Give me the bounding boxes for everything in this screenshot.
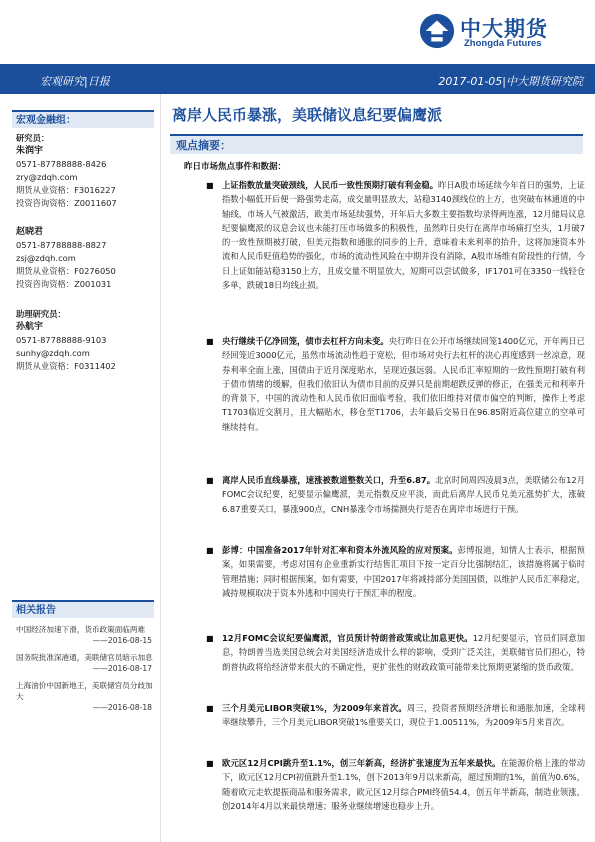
researcher-label: 研究员： xyxy=(16,133,50,143)
related-report-date: ——2016-08-18 xyxy=(92,703,152,712)
analyst-name: 朱润宇 xyxy=(16,146,44,156)
related-reports-list xyxy=(16,624,156,719)
report-category: 宏观研究|日报 xyxy=(40,75,110,88)
market-focus-subhead: 昨日市场焦点事件和数据： xyxy=(184,162,287,172)
paragraph-body: 彭博报道，知情人士表示，根据预案，如果需要，考虑对国有企业重新实行结售汇项目下按一定百分比强制结汇，该措施将属于临时管理措施；同时根据预案，如有需要，中国2017年将减持部分美国国债，以维护人民币汇率稳定，减持规模取决于资本外逃和中国央行干预汇率的程度。 xyxy=(222,545,585,598)
analyst-license: 期货从业资格：F3016227 xyxy=(16,185,116,195)
assistant-label: 助理研究员： xyxy=(16,309,66,319)
sidebar-section-title: 宏观金融组： xyxy=(12,110,154,128)
related-report-item[interactable] xyxy=(16,624,156,646)
bullet-icon: ■ xyxy=(206,759,214,768)
report-title: 离岸人民币暴涨，美联储议息纪要偏鹰派 xyxy=(172,106,443,124)
logo-chinese-name: 中大期货 xyxy=(460,17,548,41)
paragraph-1 xyxy=(222,178,585,292)
paragraph-body: 12月纪要显示，官员们同意加息，特朗普当选美国总统会对美国经济造成什么样的影响，受到广泛关注，美联储官员们担心，特朗普执政将给经济带来很大的不确定性，更扩张性的财政政策可能带来比预期更紧缩的货币政策。 xyxy=(222,633,585,672)
column-divider xyxy=(160,94,161,842)
paragraph-5 xyxy=(222,631,585,674)
paragraph-body: 北京时间周四凌晨3点，美联储公布12月FOMC会议纪要，纪要显示偏鹰派，美元指数反应平淡，而此后离岸人民币兑美元涨势扩大，涨破6.87重要关口，暴涨900点，CNH暴涨令市场揣测央行是否在离岸市场进行干预。 xyxy=(222,475,585,514)
paragraph-lead: 离岸人民币直线暴涨，速涨被数道整数关口，升至6.87。 xyxy=(222,475,436,485)
paragraph-3 xyxy=(222,473,585,516)
assistant-phone: 0571-87788888-9103 xyxy=(16,335,107,345)
bullet-icon: ■ xyxy=(206,476,214,485)
bullet-icon: ■ xyxy=(206,704,214,713)
paragraph-body: 央行昨日在公开市场继续回笼1400亿元，开年两日已经回笼近3000亿元，虽然市场流动性趋于宽松，但市场对央行去杠杆的决心再度感到一丝凉意，现券利率全面上涨，国债由于近月深度贴水，呈现近强远弱。人民币汇率短期的一致性预期打破有利于债市情绪的缓解，但我们依旧认为债市目前的反弹只是前期超跌反弹的修正，在强美元和利率升的背景下，中国的流动性和人民币依旧面临考验，我们依旧维持对债市偏空的判断，操作上考虑T1703临近交割月，且大幅贴水，移仓至T1706，去年最后交易日在96.85附近高位建立的空单可继续持有。 xyxy=(222,336,585,432)
related-report-date: ——2016-08-17 xyxy=(92,664,152,673)
paragraph-body: 在能源价格上涨的带动下，欧元区12月CPI初值跳升至1.1%，创下2013年9月以来新高，超过预期的1%，前值为0.6%，随着欧元走软提振商品和服务需求，欧元区12月综合PMI终值54.4，创五年半新高，制造业领涨，创2014年4月以来最快增速；服务业继续增速也稳步上升。 xyxy=(222,758,585,811)
analyst-phone: 0571-87788888-8426 xyxy=(16,159,107,169)
analyst-email[interactable]: zsj@zdqh.com xyxy=(16,253,76,263)
paragraph-lead: 央行继续千亿净回笼，债市去杠杆方向未变。 xyxy=(222,336,389,346)
paragraph-lead: 12月FOMC会议纪要偏鹰派，官员预计特朗普政策或让加息更快。 xyxy=(222,633,473,643)
related-report-date: ——2016-08-15 xyxy=(92,636,152,645)
paragraph-lead: 三个月美元LIBOR突破1%，为2009年来首次。 xyxy=(222,703,407,713)
analyst-email[interactable]: zry@zdqh.com xyxy=(16,172,78,182)
related-report-title[interactable]: 中国经济加速下滑，货币政策面临两难 xyxy=(16,625,146,634)
assistant-card xyxy=(16,308,156,373)
bullet-icon: ■ xyxy=(206,546,214,555)
paragraph-body: 周三，投资者预期经济增长和通胀加速，全球利率继续攀升，三个月美元LIBOR突破1%重要关口，现位于1.00511%，为2009年5月来首次。 xyxy=(222,703,585,728)
related-report-title[interactable]: 国务院批准深港通，美联储官员暗示加息 xyxy=(16,653,153,662)
assistant-email[interactable]: sunhy@zdqh.com xyxy=(16,348,90,358)
report-date-institute: 2017-01-05|中大期货研究院 xyxy=(438,75,583,88)
assistant-license: 期货从业资格：F0311402 xyxy=(16,361,116,371)
related-reports-title: 相关报告 xyxy=(12,600,154,618)
paragraph-lead: 彭博：中国准备2017年针对汇率和资本外流风险的应对预案。 xyxy=(222,545,458,555)
related-report-title[interactable]: 上海油价中国新地王，美联储官员分歧加大 xyxy=(16,681,153,701)
assistant-name: 孙航宇 xyxy=(16,322,44,332)
view-summary-label: 观点摘要： xyxy=(176,139,231,152)
bullet-icon: ■ xyxy=(206,181,214,190)
bullet-icon: ■ xyxy=(206,634,214,643)
related-report-item[interactable] xyxy=(16,652,156,674)
logo-english-name: Zhongda Futures xyxy=(464,38,542,49)
analyst-license: 投资咨询资格：Z0011607 xyxy=(16,198,117,208)
related-report-item[interactable] xyxy=(16,680,156,713)
paragraph-body: 昨日A股市场延续今年首日的强势，上证指数小幅低开后便一路强势走高，成交量明显放大，站稳3140颈线位的上方，也突破布林通道的中轴线，市场人气被激活，欧美市场延续强势，开年后大多数主要指数均录得两连涨，12月储局议息纪要偏鹰派的议息会议也未能打压市场做多的积极性，虽然昨日央行在离岸市场痛打空头，1月破7的一致性预期被打破，但美元指数和通胀的同步的上升，意味着未来利率的抬升，这将加速资本外流和人民币贬值趋势的强化，市场的流动性风险在中期并没有消除，A股市场维有阶段性的行情，今日上证如能站稳3150上方，且成交量不明显放大，短期可以尝试做多，IF1701可在3350一线轻仓多单，跌破18日均线止损。 xyxy=(222,180,585,291)
paragraph-6 xyxy=(222,701,585,730)
analyst-phone: 0571-87788888-8827 xyxy=(16,240,107,250)
paragraph-7 xyxy=(222,756,585,813)
paragraph-lead: 欧元区12月CPI跳升至1.1%，创三年新高，经济扩张速度为五年来最快。 xyxy=(222,758,501,768)
analyst-card-1 xyxy=(16,132,156,210)
company-logo xyxy=(418,12,588,52)
paragraph-4 xyxy=(222,543,585,600)
view-summary-bar xyxy=(170,134,583,154)
analyst-name: 赵晓君 xyxy=(16,227,44,237)
analyst-license: 投资咨询资格：Z001031 xyxy=(16,279,112,289)
zhongda-logo-icon xyxy=(418,12,456,50)
paragraph-lead: 上证指数放量突破颈线，人民币一致性预期打破有利金稳。 xyxy=(222,180,439,190)
bullet-icon: ■ xyxy=(206,337,214,346)
report-banner xyxy=(0,64,595,94)
analyst-card-2 xyxy=(16,226,156,291)
analyst-license: 期货从业资格：F0276050 xyxy=(16,266,116,276)
paragraph-2 xyxy=(222,334,585,434)
